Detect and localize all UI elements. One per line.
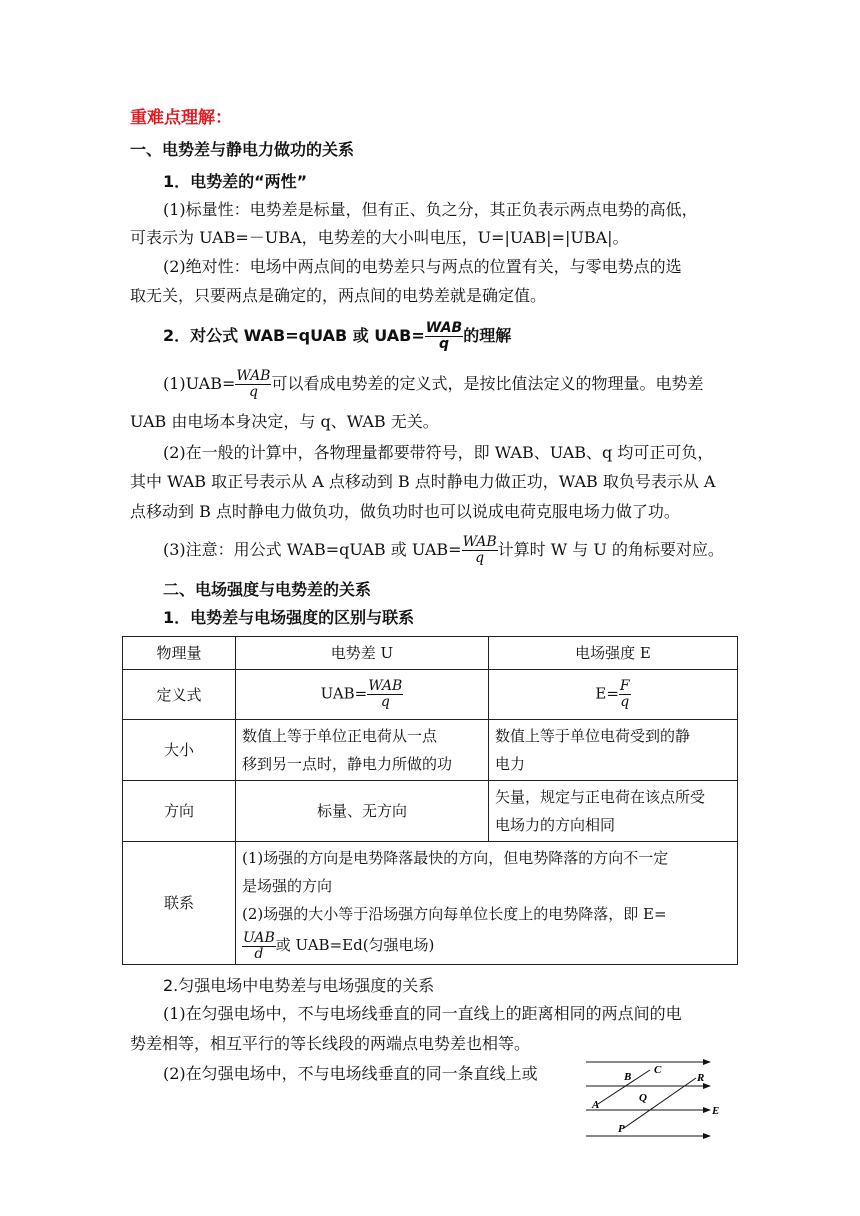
paragraph-line xyxy=(163,364,703,404)
fraction-denominator: q xyxy=(248,384,258,400)
cell-line: 电场力的方向相同 xyxy=(495,816,616,834)
fraction-numerator: WAB xyxy=(462,534,497,550)
table-header-cell: 电势差 U xyxy=(236,637,489,670)
fraction-numerator: UAB xyxy=(243,929,275,946)
table-row xyxy=(123,781,738,842)
paragraph-line: 势差相等，相互平行的等长线段的两端点电势差也相等。 xyxy=(130,1034,531,1053)
table-header-cell: 电场强度 E xyxy=(489,637,738,670)
table-cell xyxy=(489,720,738,781)
field-label: E xyxy=(712,1105,720,1117)
table-cell xyxy=(236,842,738,965)
fraction-denominator: d xyxy=(254,945,264,962)
table-cell xyxy=(236,720,489,781)
table-cell: 联系 xyxy=(123,842,236,965)
cell-line: (1)场强的方向是电势降落最快的方向，但电势降落的方向不一定 xyxy=(242,849,669,867)
point-label: A xyxy=(592,1099,600,1111)
table-cell xyxy=(236,670,489,720)
point-label: P xyxy=(618,1123,625,1135)
point-label: B xyxy=(624,1071,632,1083)
paragraph-line: (2)在一般的计算中，各物理量都要带符号，即 WAB、UAB、q 均可正可负， xyxy=(163,443,714,462)
table-row xyxy=(123,637,738,670)
formula-text: 或 UAB=Ed(匀强电场) xyxy=(275,936,435,954)
formula-text: E= xyxy=(595,684,619,703)
cell-line: 电力 xyxy=(495,755,526,773)
formula-text: 2．对公式 WAB=qUAB 或 UAB= xyxy=(163,326,425,345)
table-cell: 标量、无方向 xyxy=(236,781,489,842)
formula-text: 可以看成电势差的定义式，是按比值法定义的物理量。电势差 xyxy=(271,374,704,393)
fraction-denominator: q xyxy=(475,550,485,566)
cell-line xyxy=(242,928,731,962)
fraction-numerator: F xyxy=(619,678,630,694)
table-cell: 方向 xyxy=(123,781,236,842)
page-title: 重难点理解： xyxy=(130,108,232,128)
formula-text: UAB= xyxy=(320,684,368,703)
fraction xyxy=(462,535,498,566)
formula-text: (1)UAB= xyxy=(163,374,236,393)
cell-line: 数值上等于单位电荷受到的静 xyxy=(495,727,691,745)
table-row xyxy=(123,842,738,965)
formula-text: 计算时 W 与 U 的角标要对应。 xyxy=(497,540,724,559)
paragraph-line: (1)在匀强电场中，不与电场线垂直的同一直线上的距离相同的两点间的电 xyxy=(163,1004,682,1023)
fraction-numerator: WAB xyxy=(236,368,271,384)
paragraph-line: 可表示为 UAB=－UBA，电势差的大小叫电压，U=|UAB|=|UBA|。 xyxy=(130,228,629,247)
paragraph-line: 取无关，只要两点是确定的，两点间的电势差就是确定值。 xyxy=(130,286,547,305)
fraction-numerator: WAB xyxy=(425,320,463,336)
section-2-heading: 二、电场强度与电势差的关系 xyxy=(163,580,372,599)
table-cell: 定义式 xyxy=(123,670,236,720)
fraction-numerator: WAB xyxy=(368,678,403,694)
paragraph-line: (2)在匀强电场中，不与电场线垂直的同一条直线上或 xyxy=(163,1064,538,1083)
table-row xyxy=(123,720,738,781)
paragraph-line: 点移动到 B 点时静电力做负功，做负功时也可以说成电荷克服电场力做了功。 xyxy=(130,502,680,521)
table-header-cell: 物理量 xyxy=(123,637,236,670)
table-row xyxy=(123,670,738,720)
fraction xyxy=(619,679,631,710)
subsection-2-1-heading: 1．电势差与电场强度的区别与联系 xyxy=(163,608,415,627)
paragraph-line: (1)标量性：电势差是标量，但有正、负之分，其正负表示两点电势的高低， xyxy=(163,200,698,219)
point-label: Q xyxy=(639,1092,647,1104)
table-cell xyxy=(489,670,738,720)
cell-line: (2)场强的大小等于沿场强方向每单位长度上的电势降落，即 E= xyxy=(242,905,667,923)
formula-text: (3)注意：用公式 WAB=qUAB 或 UAB= xyxy=(163,540,462,559)
point-label: R xyxy=(697,1072,705,1084)
fraction-denominator: q xyxy=(438,336,450,352)
cell-line: 数值上等于单位正电荷从一点 xyxy=(242,727,438,745)
paragraph-line xyxy=(163,530,724,570)
subsection-2-2-heading: 2.匀强电场中电势差与电场强度的关系 xyxy=(163,976,435,995)
table-cell: 大小 xyxy=(123,720,236,781)
cell-line: 移到另一点时，静电力所做的功 xyxy=(242,755,453,773)
field-lines-figure xyxy=(584,1054,724,1146)
table-cell xyxy=(489,781,738,842)
section-1-heading: 一、电势差与静电力做功的关系 xyxy=(130,140,355,159)
paragraph-line: (2)绝对性：电场中两点间的电势差只与两点的位置有关，与零电势点的选 xyxy=(163,257,682,276)
cell-line: 矢量，规定与正电荷在该点所受 xyxy=(495,788,706,806)
subsection-1-2-heading xyxy=(163,316,511,356)
paragraph-line: UAB 由电场本身决定，与 q、WAB 无关。 xyxy=(130,412,439,431)
subsection-1-1-heading: 1．电势差的“两性” xyxy=(163,172,308,191)
fraction-denominator: q xyxy=(620,694,630,710)
fraction xyxy=(425,321,463,352)
comparison-table xyxy=(122,636,738,965)
fraction xyxy=(235,369,271,400)
fraction xyxy=(242,931,276,962)
point-label: C xyxy=(654,1064,662,1076)
paragraph-line: 其中 WAB 取正号表示从 A 点移动到 B 点时静电力做正功，WAB 取负号表示从 A xyxy=(130,472,716,491)
fraction-denominator: q xyxy=(380,694,390,710)
cell-line: 是场强的方向 xyxy=(242,877,333,895)
fraction xyxy=(367,679,403,710)
formula-text: 的理解 xyxy=(463,326,512,345)
